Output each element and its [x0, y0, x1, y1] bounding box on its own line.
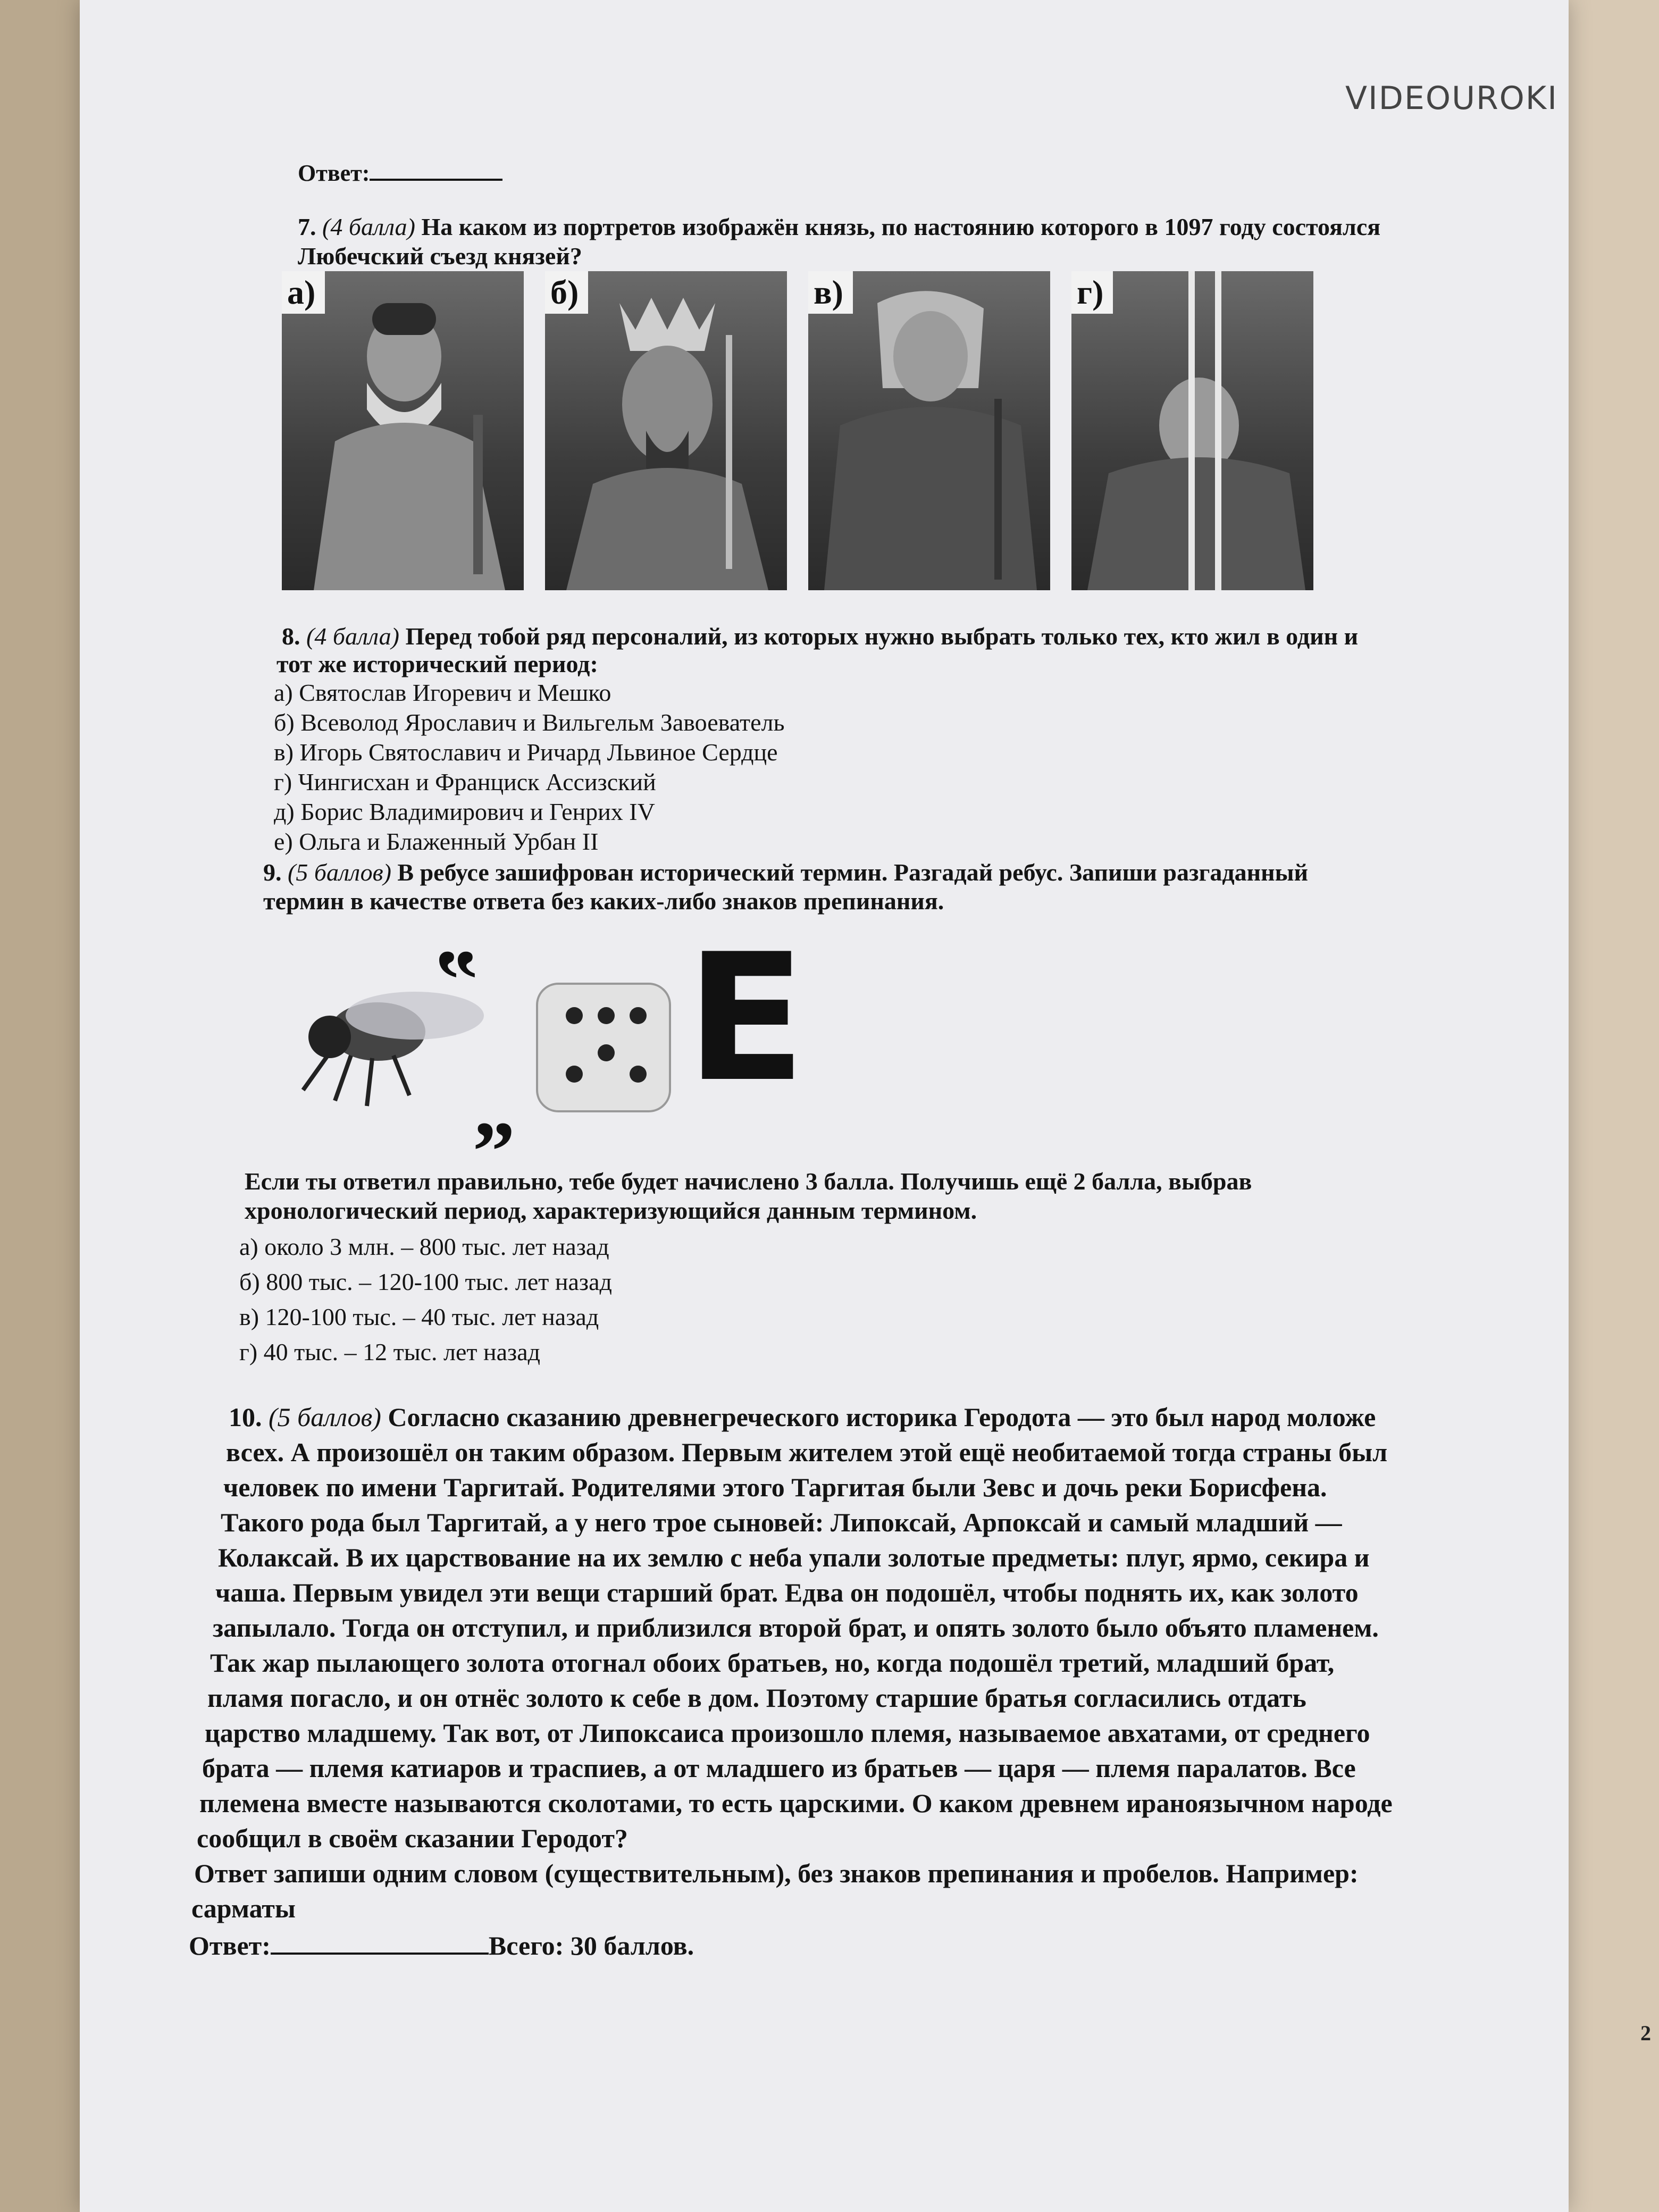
portrait-label-b: б) [545, 271, 588, 314]
q8-text-1: Перед тобой ряд персоналий, из которых нужно выбрать только тех, кто жил в один и [405, 623, 1359, 650]
q10-line-10: царство младшему. Так вот, от Липоксаиса произошло племя, называемое авхатами, от среднего [205, 1718, 1370, 1748]
q9-line1 [263, 858, 1308, 886]
q9-points: (5 баллов) [288, 859, 391, 886]
q10-line-5: Колаксай. В их царствование на их землю с неба упали золотые предметы: плуг, ярмо, секира и [218, 1543, 1370, 1572]
q10-line-6: чаша. Первым увидел эти вещи старший брат. Едва он подошёл, чтобы поднять их, как золото [215, 1578, 1359, 1607]
q10-number: 10. [229, 1402, 262, 1432]
q10-example: сарматы [191, 1893, 296, 1923]
portrait-a [282, 271, 524, 590]
portrait-label-v: в) [808, 271, 853, 314]
q10-line-1 [229, 1402, 1376, 1432]
portrait-label-g: г) [1071, 271, 1113, 314]
top-answer-label: Ответ: [298, 160, 370, 186]
q7-points: (4 балла) [322, 213, 415, 240]
page-number: 2 [1640, 2021, 1651, 2045]
q9-line2: термин в качестве ответа без каких-либо знаков препинания. [263, 887, 944, 915]
background-table [1569, 0, 1659, 2212]
q10-line-11: брата — племя катиаров и траспиев, а от младшего из братьев — царя — племя паралатов. Все [202, 1753, 1356, 1783]
q10-line-13: сообщил в своём сказании Геродот? [197, 1823, 628, 1853]
q9-followup-1: Если ты ответил правильно, тебе будет начислено 3 балла. Получишь ещё 2 балла, выбрав [245, 1168, 1252, 1195]
q8-option-a: а) Святослав Игоревич и Мешко [274, 679, 611, 706]
total-points: Всего: 30 баллов. [488, 1931, 694, 1960]
q10-instruction: Ответ запиши одним словом (существительным), без знаков препинания и пробелов. Например: [194, 1858, 1359, 1888]
q8-points: (4 балла) [306, 623, 399, 650]
q9-option-a: а) около 3 млн. – 800 тыс. лет назад [239, 1233, 609, 1260]
portrait-g-figure [1071, 271, 1313, 590]
q10-answer-row [189, 1930, 694, 1961]
q7-line2: Любечский съезд князей? [298, 242, 582, 270]
rebus-open-quote: ‟ [436, 932, 479, 1027]
q7-line1 [298, 213, 1380, 241]
portrait-label-a: а) [282, 271, 325, 314]
q10-points: (5 баллов) [269, 1402, 381, 1432]
rebus-close-quote: „ [473, 1060, 516, 1154]
q9-followup-2: хронологический период, характеризующийся данным термином. [245, 1197, 977, 1224]
q10-line-7: запылало. Тогда он отступил, и приблизился второй брат, и опять золото было объято пламенем. [213, 1613, 1379, 1643]
q10-line-4: Такого рода был Таргитай, а у него трое сыновей: Липоксай, Арпоксай и самый младший — [221, 1507, 1342, 1537]
q8-option-b: б) Всеволод Ярославич и Вильгельм Завоеватель [274, 709, 785, 736]
q8-line1 [282, 622, 1358, 650]
q9-option-g: г) 40 тыс. – 12 тыс. лет назад [239, 1338, 541, 1365]
portrait-g [1071, 271, 1313, 590]
q10-answer-label: Ответ: [189, 1931, 271, 1960]
q7-number: 7. [298, 213, 316, 240]
q8-number: 8. [282, 623, 300, 650]
q10-line-2: всех. А произошёл он таким образом. Первым жителем этой ещё необитаемой тогда страны был [226, 1437, 1388, 1467]
q9-option-b: б) 800 тыс. – 120-100 тыс. лет назад [239, 1268, 612, 1295]
q9-option-v: в) 120-100 тыс. – 40 тыс. лет назад [239, 1303, 599, 1330]
portrait-v [808, 271, 1050, 590]
portrait-a-figure [282, 271, 524, 590]
brand-logo: VIDEOUROKI [1345, 80, 1558, 117]
q7-text-1: На каком из портретов изображён князь, по настоянию которого в 1097 году состоялся [421, 213, 1381, 240]
q10-line-9: пламя погасло, и он отнёс золото к себе в дом. Поэтому старшие братья согласились отдать [207, 1683, 1306, 1713]
q8-option-d: д) Борис Владимирович и Генрих IV [274, 798, 655, 825]
q8-option-g: г) Чингисхан и Франциск Ассизский [274, 768, 656, 795]
dice-image [526, 973, 702, 1122]
q10-line-3: человек по имени Таргитай. Родителями этого Таргитая были Зевс и дочь реки Борисфена. [223, 1472, 1327, 1502]
top-answer [298, 160, 502, 187]
portrait-b [545, 271, 787, 590]
q9-number: 9. [263, 859, 282, 886]
worksheet-page [80, 0, 1569, 2212]
rebus-letter: E [686, 916, 806, 1120]
q8-line2: тот же исторический период: [276, 650, 598, 677]
q10-text-0: Согласно сказанию древнегреческого историка Геродота — это был народ моложе [388, 1402, 1376, 1432]
portrait-v-figure [808, 271, 1050, 590]
q10-answer-blank[interactable] [271, 1950, 489, 1955]
q10-line-12: племена вместе называются сколотами, то есть царскими. О каком древнем ираноязычном народе [199, 1788, 1393, 1818]
q9-text-1: В ребусе зашифрован исторический термин. Разгадай ребус. Запиши разгаданный [397, 859, 1309, 886]
q8-option-v: в) Игорь Святославич и Ричард Львиное Сердце [274, 739, 778, 766]
portrait-b-figure [545, 271, 787, 590]
q10-line-8: Так жар пылающего золота отогнал обоих братьев, но, когда подошёл третий, младший брат, [210, 1648, 1335, 1678]
top-answer-blank[interactable] [370, 177, 502, 181]
q8-option-e: е) Ольга и Блаженный Урбан II [274, 828, 599, 855]
